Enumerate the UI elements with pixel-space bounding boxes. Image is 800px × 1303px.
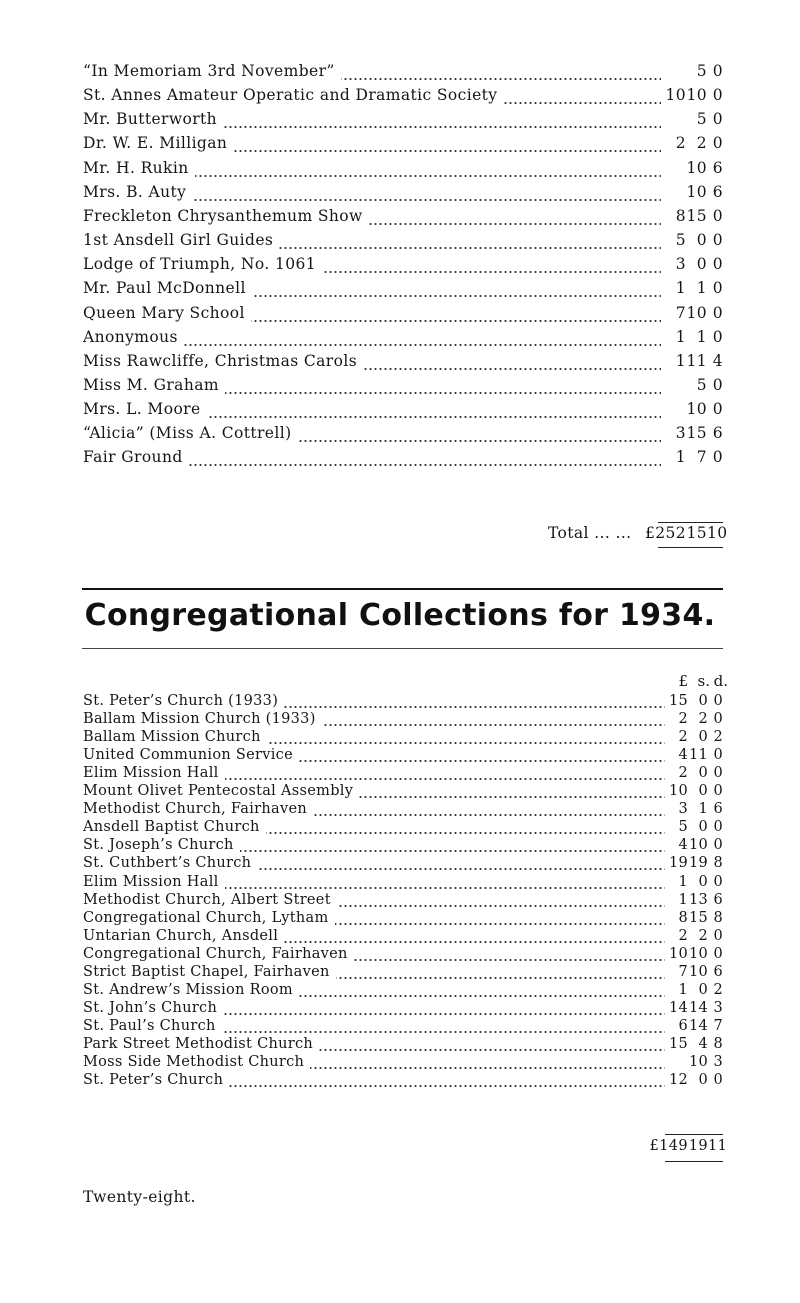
entry-pence: 0	[713, 783, 723, 800]
entry-name: Congregational Church, Fairhaven	[83, 946, 665, 962]
entry-shillings: 10	[688, 837, 708, 854]
collections-total-rule-top	[665, 1134, 723, 1135]
entry-shillings: 0	[696, 231, 707, 250]
entry-pence: 6	[712, 182, 723, 201]
donation-row	[0, 62, 800, 86]
entry-shillings: 5	[696, 110, 707, 129]
entry-name: “In Memoriam 3rd November”	[83, 62, 661, 80]
entry-pounds: 8	[678, 909, 688, 926]
collection-row	[0, 855, 800, 875]
collection-row	[0, 1054, 800, 1074]
entry-pounds: 2	[678, 927, 688, 944]
entry-pounds: 10	[668, 783, 688, 800]
collections-total-rule-bottom	[665, 1161, 723, 1162]
entry-pounds: 2	[678, 711, 688, 728]
donation-row	[0, 352, 800, 376]
entry-shillings: 2	[698, 711, 708, 728]
entry-pence: 0	[712, 279, 723, 298]
entry-shillings: 0	[698, 765, 708, 782]
entry-shillings: 10	[686, 400, 707, 419]
page-number: Twenty-eight.	[83, 1188, 196, 1206]
entry-name: St. John’s Church	[83, 1000, 665, 1016]
collection-row	[0, 693, 800, 713]
entry-name: Freckleton Chrysanthemum Show	[83, 207, 661, 225]
donation-row	[0, 231, 800, 255]
donation-row	[0, 328, 800, 352]
entry-pounds: 12	[668, 1072, 688, 1089]
donation-row	[0, 255, 800, 279]
entry-shillings: 2	[698, 927, 708, 944]
top-total-label: Total ... ...	[548, 524, 632, 542]
entry-pence: 8	[713, 909, 723, 926]
entry-shillings: 13	[688, 891, 708, 908]
column-head-pence: d.	[713, 672, 728, 690]
entry-shillings: 15	[688, 909, 708, 926]
entry-shillings: 1	[696, 279, 707, 298]
entry-pence: 0	[713, 693, 723, 709]
entry-pence: 0	[713, 819, 723, 836]
entry-pounds: 8	[675, 206, 686, 225]
entry-name: “Alicia” (Miss A. Cottrell)	[83, 424, 661, 442]
entry-pence: 3	[713, 999, 723, 1016]
entry-shillings: 0	[696, 255, 707, 274]
entry-name: Mr. H. Rukin	[83, 159, 661, 177]
entry-name: Anonymous	[83, 328, 661, 346]
entry-pence: 0	[713, 711, 723, 728]
top-total-pounds: £252	[644, 524, 686, 542]
entry-pence: 6	[713, 891, 723, 908]
entry-shillings: 10	[686, 303, 707, 322]
entry-pounds: 15	[668, 1035, 688, 1052]
entry-pence: 6	[712, 158, 723, 177]
entry-pounds: 10	[668, 945, 688, 962]
entry-pounds: 5	[675, 231, 686, 250]
entry-pence: 0	[712, 62, 723, 80]
entry-shillings: 0	[698, 819, 708, 836]
entry-pounds: 5	[678, 819, 688, 836]
entry-pence: 0	[712, 86, 723, 105]
collection-row	[0, 910, 800, 930]
entry-name: Mrs. L. Moore	[83, 400, 661, 418]
entry-pounds: 19	[668, 855, 688, 872]
entry-name: St. Andrew’s Mission Room	[83, 982, 665, 998]
entry-pounds: 15	[668, 693, 688, 709]
entry-shillings: 14	[688, 999, 708, 1016]
entry-pounds: 1	[675, 448, 686, 467]
entry-pence: 0	[713, 927, 723, 944]
column-head-shillings: s.	[697, 672, 710, 690]
entry-shillings: 0	[698, 981, 708, 998]
entry-pounds: 4	[678, 747, 688, 764]
entry-pence: 6	[713, 801, 723, 818]
entry-name: Ballam Mission Church (1933)	[83, 711, 665, 727]
entry-shillings: 1	[698, 801, 708, 818]
collection-row	[0, 892, 800, 912]
entry-pence: 0	[713, 765, 723, 782]
collection-row	[0, 946, 800, 966]
entry-shillings: 0	[698, 693, 708, 709]
entry-shillings: 14	[688, 1017, 708, 1034]
entry-pounds: 1	[678, 981, 688, 998]
entry-pounds: 2	[678, 729, 688, 746]
collections-total-pounds: £149	[649, 1138, 688, 1154]
donation-row	[0, 207, 800, 231]
donation-row	[0, 134, 800, 158]
entry-pence: 0	[713, 837, 723, 854]
entry-name: St. Peter’s Church (1933)	[83, 693, 665, 709]
entry-pence: 0	[713, 1072, 723, 1089]
entry-name: St. Peter’s Church	[83, 1072, 665, 1088]
entry-pounds: 3	[675, 255, 686, 274]
collections-total-shillings: 19	[688, 1138, 708, 1154]
entry-pounds: 2	[678, 765, 688, 782]
entry-name: St. Joseph’s Church	[83, 837, 665, 853]
entry-pence: 0	[712, 327, 723, 346]
donation-row	[0, 304, 800, 328]
entry-name: Elim Mission Hall	[83, 874, 665, 890]
donation-row	[0, 183, 800, 207]
donation-row	[0, 159, 800, 183]
entry-pounds: 1	[675, 327, 686, 346]
entry-pence: 3	[713, 1054, 723, 1070]
entry-pence: 0	[712, 448, 723, 467]
entry-pence: 0	[713, 747, 723, 764]
entry-pounds: 7	[675, 303, 686, 322]
entry-shillings: 10	[688, 1054, 708, 1070]
heading-underline	[82, 648, 723, 649]
entry-shillings: 10	[688, 945, 708, 962]
collection-row	[0, 874, 800, 894]
entry-name: St. Annes Amateur Operatic and Dramatic Society	[83, 86, 661, 104]
entry-pence: 0	[713, 873, 723, 890]
entry-shillings: 15	[686, 206, 707, 225]
collection-row	[0, 928, 800, 948]
entry-shillings: 2	[696, 134, 707, 153]
donation-row	[0, 424, 800, 448]
entry-shillings: 11	[688, 747, 708, 764]
entry-pounds: 4	[678, 837, 688, 854]
collection-row	[0, 1036, 800, 1056]
donation-row	[0, 400, 800, 424]
entry-pence: 0	[712, 400, 723, 419]
entry-name: Elim Mission Hall	[83, 765, 665, 781]
entry-name: Park Street Methodist Church	[83, 1036, 665, 1052]
column-head-pounds: £	[678, 672, 688, 690]
collection-row	[0, 729, 800, 749]
entry-pence: 0	[712, 110, 723, 129]
entry-shillings: 19	[688, 855, 708, 872]
entry-shillings: 10	[686, 86, 707, 105]
entry-name: Strict Baptist Chapel, Fairhaven	[83, 964, 665, 980]
entry-shillings: 10	[688, 963, 708, 980]
entry-shillings: 1	[696, 327, 707, 346]
entry-shillings: 0	[698, 873, 708, 890]
entry-name: Methodist Church, Albert Street	[83, 892, 665, 908]
collections-total-pence: 11	[708, 1138, 728, 1154]
collection-row	[0, 711, 800, 731]
entry-name: Congregational Church, Lytham	[83, 910, 665, 926]
entry-pounds: 6	[678, 1017, 688, 1034]
entry-shillings: 0	[698, 783, 708, 800]
entry-shillings: 0	[698, 729, 708, 746]
entry-shillings: 5	[696, 375, 707, 394]
section-divider	[82, 588, 723, 590]
entry-name: Miss M. Graham	[83, 376, 661, 394]
collection-row	[0, 1000, 800, 1020]
entry-name: United Communion Service	[83, 747, 665, 763]
entry-name: Mr. Paul McDonnell	[83, 279, 661, 297]
entry-shillings: 5	[696, 62, 707, 80]
entry-name: Mrs. B. Auty	[83, 183, 661, 201]
top-total-shillings: 15	[686, 524, 707, 542]
collection-row	[0, 1018, 800, 1038]
entry-name: Mr. Butterworth	[83, 110, 661, 128]
entry-name: Dr. W. E. Milligan	[83, 134, 661, 152]
entry-pounds: 1	[675, 351, 686, 370]
entry-pence: 0	[712, 206, 723, 225]
entry-shillings: 11	[686, 351, 707, 370]
entry-pence: 0	[713, 945, 723, 962]
entry-pounds: 10	[665, 86, 686, 105]
entry-pence: 6	[712, 424, 723, 443]
collection-row	[0, 801, 800, 821]
donation-row	[0, 376, 800, 400]
entry-pence: 4	[712, 351, 723, 370]
entry-name: Ansdell Baptist Church	[83, 819, 665, 835]
entry-name: Ballam Mission Church	[83, 729, 665, 745]
donation-row	[0, 110, 800, 134]
entry-name: Moss Side Methodist Church	[83, 1054, 665, 1070]
entry-pounds: 7	[678, 963, 688, 980]
collection-row	[0, 783, 800, 803]
entry-name: St. Cuthbert’s Church	[83, 855, 665, 871]
page-title: Congregational Collections for 1934.	[84, 598, 716, 633]
entry-pence: 6	[713, 963, 723, 980]
collection-row	[0, 747, 800, 767]
entry-pence: 8	[713, 855, 723, 872]
entry-pence: 0	[712, 375, 723, 394]
entry-shillings: 0	[698, 1072, 708, 1089]
entry-name: Queen Mary School	[83, 304, 661, 322]
total-rule-top	[658, 522, 723, 523]
entry-pence: 2	[713, 729, 723, 746]
total-rule-bottom	[658, 547, 723, 548]
entry-pence: 2	[713, 981, 723, 998]
entry-shillings: 10	[686, 182, 707, 201]
entry-shillings: 10	[686, 158, 707, 177]
entry-name: Untarian Church, Ansdell	[83, 928, 665, 944]
entry-pence: 0	[712, 255, 723, 274]
entry-pence: 0	[712, 303, 723, 322]
collection-row	[0, 964, 800, 984]
collection-row	[0, 819, 800, 839]
entry-name: Fair Ground	[83, 448, 661, 466]
entry-pounds: 2	[675, 134, 686, 153]
entry-name: Lodge of Triumph, No. 1061	[83, 255, 661, 273]
entry-pounds: 3	[675, 424, 686, 443]
collection-row	[0, 837, 800, 857]
donation-row	[0, 448, 800, 472]
entry-name: Mount Olivet Pentecostal Assembly	[83, 783, 665, 799]
entry-shillings: 7	[696, 448, 707, 467]
entry-pounds: 14	[668, 999, 688, 1016]
entry-name: 1st Ansdell Girl Guides	[83, 231, 661, 249]
entry-pence: 0	[712, 134, 723, 153]
entry-shillings: 4	[698, 1035, 708, 1052]
entry-pence: 8	[713, 1035, 723, 1052]
collection-row	[0, 982, 800, 1002]
entry-pence: 7	[713, 1017, 723, 1034]
entry-shillings: 15	[686, 424, 707, 443]
donation-row	[0, 86, 800, 110]
donation-row	[0, 279, 800, 303]
entry-name: Methodist Church, Fairhaven	[83, 801, 665, 817]
entry-pence: 0	[712, 231, 723, 250]
entry-pounds: 1	[675, 279, 686, 298]
entry-name: Miss Rawcliffe, Christmas Carols	[83, 352, 661, 370]
collection-row	[0, 765, 800, 785]
entry-pounds: 1	[678, 891, 688, 908]
top-total-pence: 10	[707, 524, 728, 542]
entry-pounds: 3	[678, 801, 688, 818]
entry-pounds: 1	[678, 873, 688, 890]
collection-row	[0, 1072, 800, 1092]
entry-name: St. Paul’s Church	[83, 1018, 665, 1034]
